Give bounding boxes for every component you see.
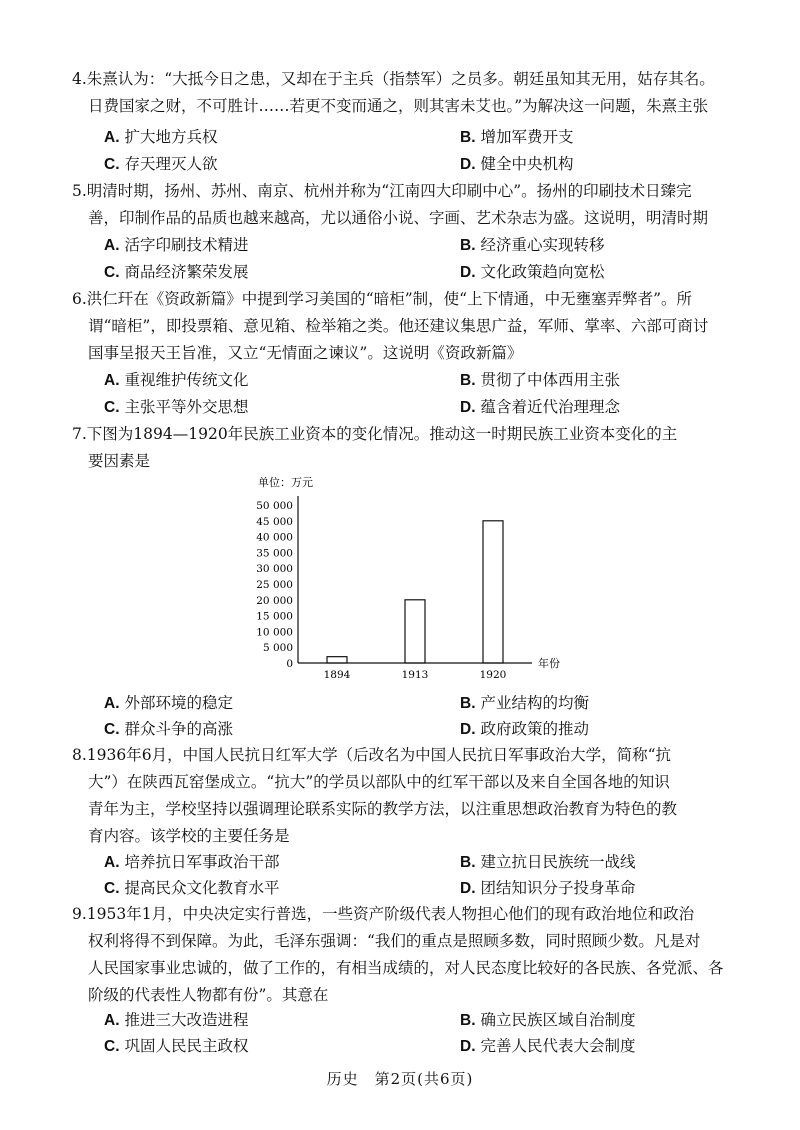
question-8-option-c[interactable]: C. 提高民众文化教育水平 (104, 879, 280, 897)
y-tick-label: 20 000 (256, 594, 293, 607)
capital-bar-chart (240, 474, 620, 690)
question-5-options-ab (104, 232, 724, 259)
question-6-text-1: 洪仁玕在《资政新篇》中提到学习美国的“暗柜”制，使“上下情通，中无壅塞弄弊者”。所 (86, 290, 692, 308)
question-6-options-cd (104, 394, 724, 421)
question-4-option-a[interactable]: A. 扩大地方兵权 (104, 128, 218, 146)
y-tick-label: 10 000 (256, 626, 293, 639)
question-7-option-a[interactable]: A. 外部环境的稳定 (104, 694, 233, 712)
question-5-line-1 (72, 178, 728, 205)
question-8-line-3: 青年为主，学校坚持以强调理论联系实际的教学方法，以注重思想政治教育为特色的教 (88, 800, 678, 818)
question-6-options-ab (104, 367, 724, 394)
x-tick-label-1913: 1913 (401, 669, 429, 681)
question-4-option-c[interactable]: C. 存天理灭人欲 (104, 155, 218, 173)
question-5-option-b[interactable]: B. 经济重心实现转移 (460, 236, 605, 254)
question-8-text-1: 1936年6月，中国人民抗日红军大学（后改名为中国人民抗日军事政治大学，简称“抗 (86, 746, 672, 764)
question-4-line-2: 日费国家之财，不可胜计……若更不变而通之，则其害未艾也。”为解决这一问题，朱熹主张 (88, 97, 709, 115)
question-5-option-d[interactable]: D. 文化政策趋向宽松 (460, 263, 605, 281)
question-8-line-1 (72, 742, 728, 769)
question-4-number: 4. (72, 70, 87, 88)
question-8-stem (72, 742, 728, 850)
question-8-options-cd (104, 875, 724, 902)
question-8-line-4: 育内容。该学校的主要任务是 (88, 827, 290, 845)
x-axis-label: 年份 (538, 657, 560, 670)
question-5-options-cd (104, 259, 724, 286)
question-8-options-ab (104, 849, 724, 876)
question-9-number: 9. (72, 905, 87, 923)
question-8-number: 8. (72, 746, 87, 764)
question-4-option-d[interactable]: D. 健全中央机构 (460, 155, 574, 173)
question-8-line-2: 大”）在陕西瓦窑堡成立。“抗大”的学员以部队中的红军干部以及来自全国各地的知识 (88, 773, 670, 791)
question-8-option-b[interactable]: B. 建立抗日民族统一战线 (460, 853, 636, 871)
question-5-option-c[interactable]: C. 商品经济繁荣发展 (104, 263, 249, 281)
question-5-option-a[interactable]: A. 活字印刷技术精进 (104, 236, 249, 254)
bar-1894 (327, 657, 347, 663)
question-4-options-ab (104, 124, 724, 151)
question-4-stem (72, 66, 728, 120)
question-4-option-b[interactable]: B. 增加军费开支 (460, 128, 574, 146)
y-tick-label: 30 000 (256, 563, 293, 576)
question-6-option-d[interactable]: D. 蕴含着近代治理理念 (460, 398, 620, 416)
question-7-line-2: 要因素是 (88, 452, 151, 470)
y-tick-label: 25 000 (256, 579, 293, 591)
chart-bars (327, 521, 503, 663)
question-7-number: 7. (72, 425, 87, 443)
y-axis-ticks (256, 500, 293, 670)
question-9-option-a[interactable]: A. 推进三大改造进程 (104, 1011, 249, 1029)
question-9-line-1 (72, 901, 728, 928)
y-tick-label: 45 000 (256, 515, 293, 528)
page-footer: 历史 第2页(共6页) (326, 1070, 474, 1088)
question-7-line-1 (72, 421, 728, 448)
question-7-text-1: 下图为1894—1920年民族工业资本的变化情况。推动这一时期民族工业资本变化的主 (86, 425, 678, 443)
question-9-line-2: 权利将得不到保障。为此，毛泽东强调：“我们的重点是照顾多数，同时照顾少数。凡是对 (88, 932, 701, 950)
y-tick-label: 15 000 (256, 610, 293, 623)
question-8-option-a[interactable]: A. 培养抗日军事政治干部 (104, 853, 280, 871)
y-tick-label: 5 000 (262, 642, 293, 655)
chart-unit-label: 单位：万元 (258, 476, 313, 489)
question-4-line-1 (72, 66, 728, 93)
question-9-option-b[interactable]: B. 确立民族区域自治制度 (460, 1011, 636, 1029)
question-4-text-1: 朱熹认为：“大抵今日之患，又却在于主兵（指禁军）之员多。朝廷虽知其无用，姑存其名。 (86, 70, 715, 88)
bar-1920 (483, 521, 503, 663)
question-8-option-d[interactable]: D. 团结知识分子投身革命 (460, 879, 636, 897)
question-7-options-ab (104, 690, 724, 717)
question-9-options-ab (104, 1007, 724, 1034)
question-9-option-d[interactable]: D. 完善人民代表大会制度 (460, 1037, 636, 1055)
y-tick-label: 40 000 (256, 531, 293, 544)
x-tick-label-1920: 1920 (479, 669, 507, 681)
question-7-option-d[interactable]: D. 政府政策的推动 (460, 720, 589, 738)
question-9-stem (72, 901, 728, 1009)
question-7-option-c[interactable]: C. 群众斗争的高涨 (104, 720, 233, 738)
question-9-line-4: 阶级的代表性人物都有份”。其意在 (88, 986, 329, 1004)
question-6-option-a[interactable]: A. 重视维护传统文化 (104, 371, 249, 389)
bar-1913 (405, 600, 425, 663)
question-6-option-b[interactable]: B. 贯彻了中体西用主张 (460, 371, 620, 389)
x-axis-ticks (324, 669, 507, 681)
question-5-stem (72, 178, 728, 232)
question-9-option-c[interactable]: C. 巩固人民民主政权 (104, 1037, 249, 1055)
y-tick-label: 50 000 (256, 500, 293, 512)
question-7-stem (72, 421, 728, 475)
y-tick-label: 0 (286, 658, 293, 670)
x-tick-label-1894: 1894 (323, 669, 351, 681)
question-4-options-cd (104, 151, 724, 178)
question-7-options-cd (104, 716, 724, 743)
question-6-number: 6. (72, 290, 87, 308)
y-tick-label: 35 000 (256, 547, 293, 560)
question-5-text-1: 明清时期，扬州、苏州、南京、杭州并称为“江南四大印刷中心”。扬州的印刷技术日臻完 (86, 182, 692, 200)
question-9-line-3: 人民国家事业忠诚的，做了工作的，有相当成绩的，对人民态度比较好的各民族、各党派、各 (88, 959, 724, 977)
question-6-stem (72, 286, 728, 367)
question-9-options-cd (104, 1033, 724, 1060)
question-7-option-b[interactable]: B. 产业结构的均衡 (460, 694, 589, 712)
question-5-number: 5. (72, 182, 87, 200)
question-9-text-1: 1953年1月，中央决定实行普选，一些资产阶级代表人物担心他们的现有政治地位和政治 (86, 905, 695, 923)
question-6-line-2: 谓“暗柜”，即投票箱、意见箱、检举箱之类。他还建议集思广益，军师、掌率、六部可商讨 (88, 317, 709, 335)
question-6-line-3: 国事呈报天王旨准，又立“无情面之谏议”。这说明《资政新篇》 (88, 344, 523, 362)
question-5-line-2: 善，印制作品的品质也越来越高，尤以通俗小说、字画、艺术杂志为盛。这说明，明清时期 (88, 209, 709, 227)
question-6-line-1 (72, 286, 728, 313)
question-6-option-c[interactable]: C. 主张平等外交思想 (104, 398, 249, 416)
